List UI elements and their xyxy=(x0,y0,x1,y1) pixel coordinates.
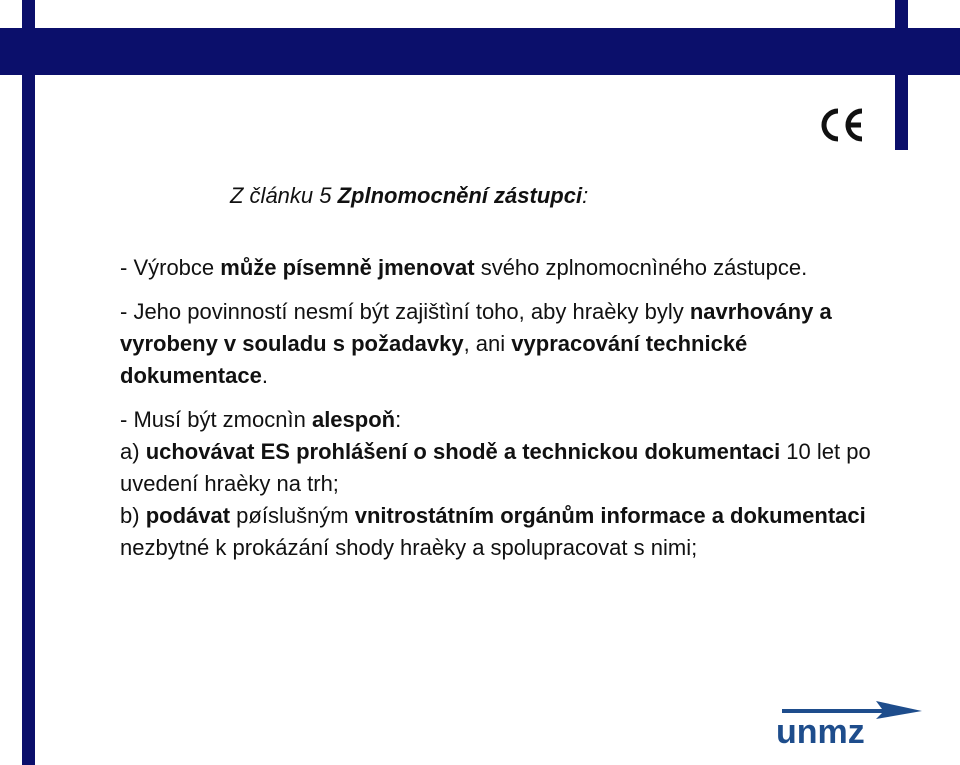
paragraph-manufacturer: - Výrobce může písemně jmenovat svého zplnomocnìného zástupce. xyxy=(120,255,808,280)
unmz-logo xyxy=(772,693,932,748)
paragraph-item-a: a) uchovávat ES prohlášení o shodě a technickou dokumentaci 10 let po uvedení hraèky na trh; xyxy=(120,439,871,496)
top-banner-bar xyxy=(0,28,960,75)
slide-body xyxy=(120,252,900,564)
slide-title: Z článku 5 Zplnomocnění zástupci: xyxy=(230,183,589,208)
paragraph-obligations: - Jeho povinností nesmí být zajištìní toho, aby hraèky byly navrhovány a vyrobeny v souladu s požadavky, ani vypracování technické dokumentace. xyxy=(120,299,832,388)
paragraph-item-b: b) podávat pøíslušným vnitrostátním orgánům informace a dokumentaci nezbytné k prokázání shody hraèky a spolupracovat s nimi; xyxy=(120,503,866,560)
paragraph-mandate: - Musí být zmocnìn alespoň: xyxy=(120,407,402,432)
left-vertical-bar xyxy=(22,0,35,765)
unmz-logo-text: unmz xyxy=(776,713,865,748)
ce-mark-logo xyxy=(818,103,868,147)
right-vertical-bar xyxy=(895,0,908,150)
